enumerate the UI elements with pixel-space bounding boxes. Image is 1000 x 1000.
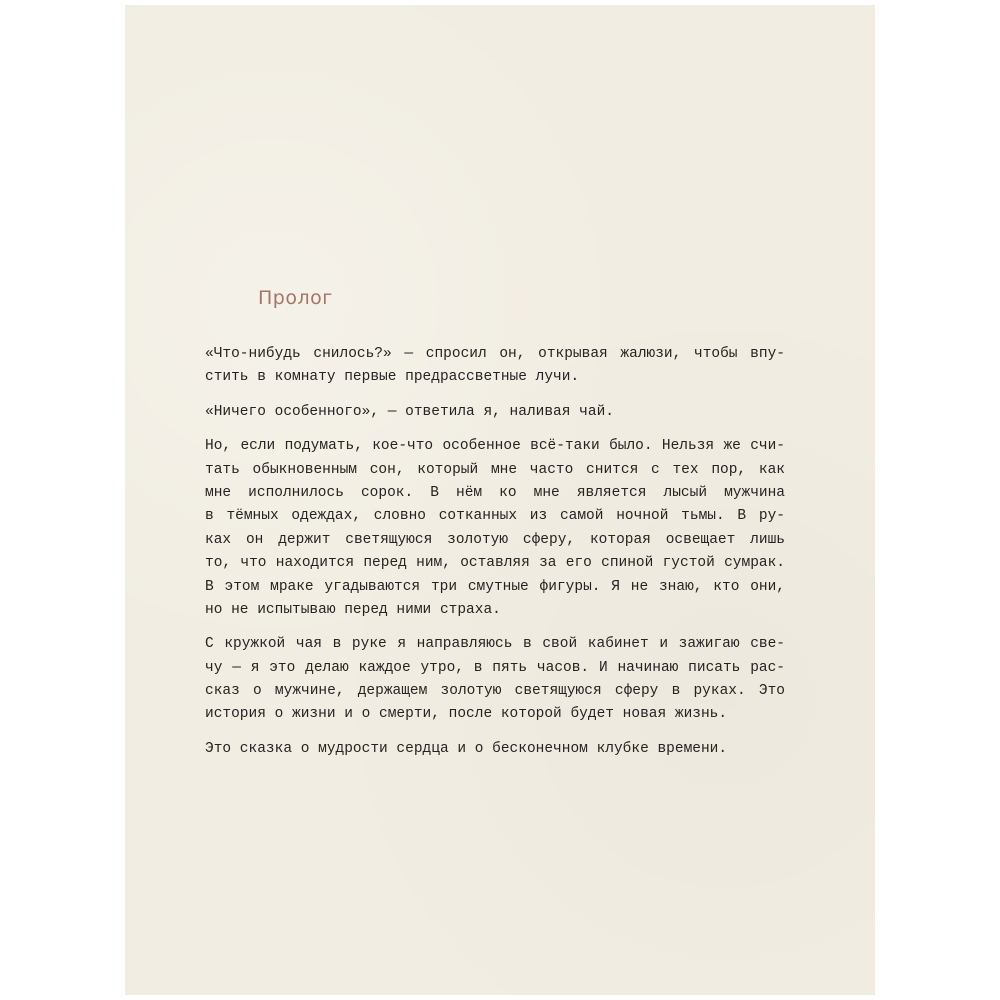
text-line: стить в комнату первые предрассветные лучи. — [205, 369, 580, 386]
paragraph — [205, 738, 785, 761]
text-line: Это сказка о мудрости сердца и о бесконечном клубке времени. — [205, 740, 728, 757]
book-page — [125, 5, 875, 995]
text-line: «Ничего особенного», — ответила я, наливая чай. — [205, 403, 614, 420]
text-line: но не испытываю перед ними страха. — [205, 601, 501, 618]
text-line: Но, если подумать, кое-что особенное всё-таки было. Нельзя же счи- — [205, 438, 785, 455]
text-line: мне исполнилось сорок. В нём ко мне является лысый мужчина — [205, 484, 785, 501]
paragraph — [205, 401, 785, 424]
paragraph — [205, 633, 785, 727]
text-line: чу — я это делаю каждое утро, в пять часов. И начинаю писать рас- — [205, 659, 785, 676]
text-line: в тёмных одеждах, словно сотканных из самой ночной тьмы. В ру- — [205, 508, 785, 525]
text-line: ках он держит светящуюся золотую сферу, которая освещает лишь — [205, 531, 785, 548]
chapter-title: Пролог — [258, 287, 333, 309]
paragraph — [205, 343, 785, 390]
text-line: история о жизни и о смерти, после которой будет новая жизнь. — [205, 706, 728, 723]
text-line: С кружкой чая в руке я направляюсь в свой кабинет и зажигаю све- — [205, 636, 785, 653]
body-text — [205, 343, 785, 772]
text-line: тать обыкновенным сон, который мне часто снится с тех пор, как — [205, 461, 785, 478]
text-line: то, что находится перед ним, оставляя за его спиной густой сумрак. — [205, 555, 785, 572]
text-line: сказ о мужчине, держащем золотую светящуюся сферу в руках. Это — [205, 683, 785, 700]
text-line: «Что-нибудь снилось?» — спросил он, открывая жалюзи, чтобы впу- — [205, 346, 785, 362]
paragraph — [205, 435, 785, 622]
text-line: В этом мраке угадываются три смутные фигуры. Я не знаю, кто они, — [205, 578, 785, 595]
